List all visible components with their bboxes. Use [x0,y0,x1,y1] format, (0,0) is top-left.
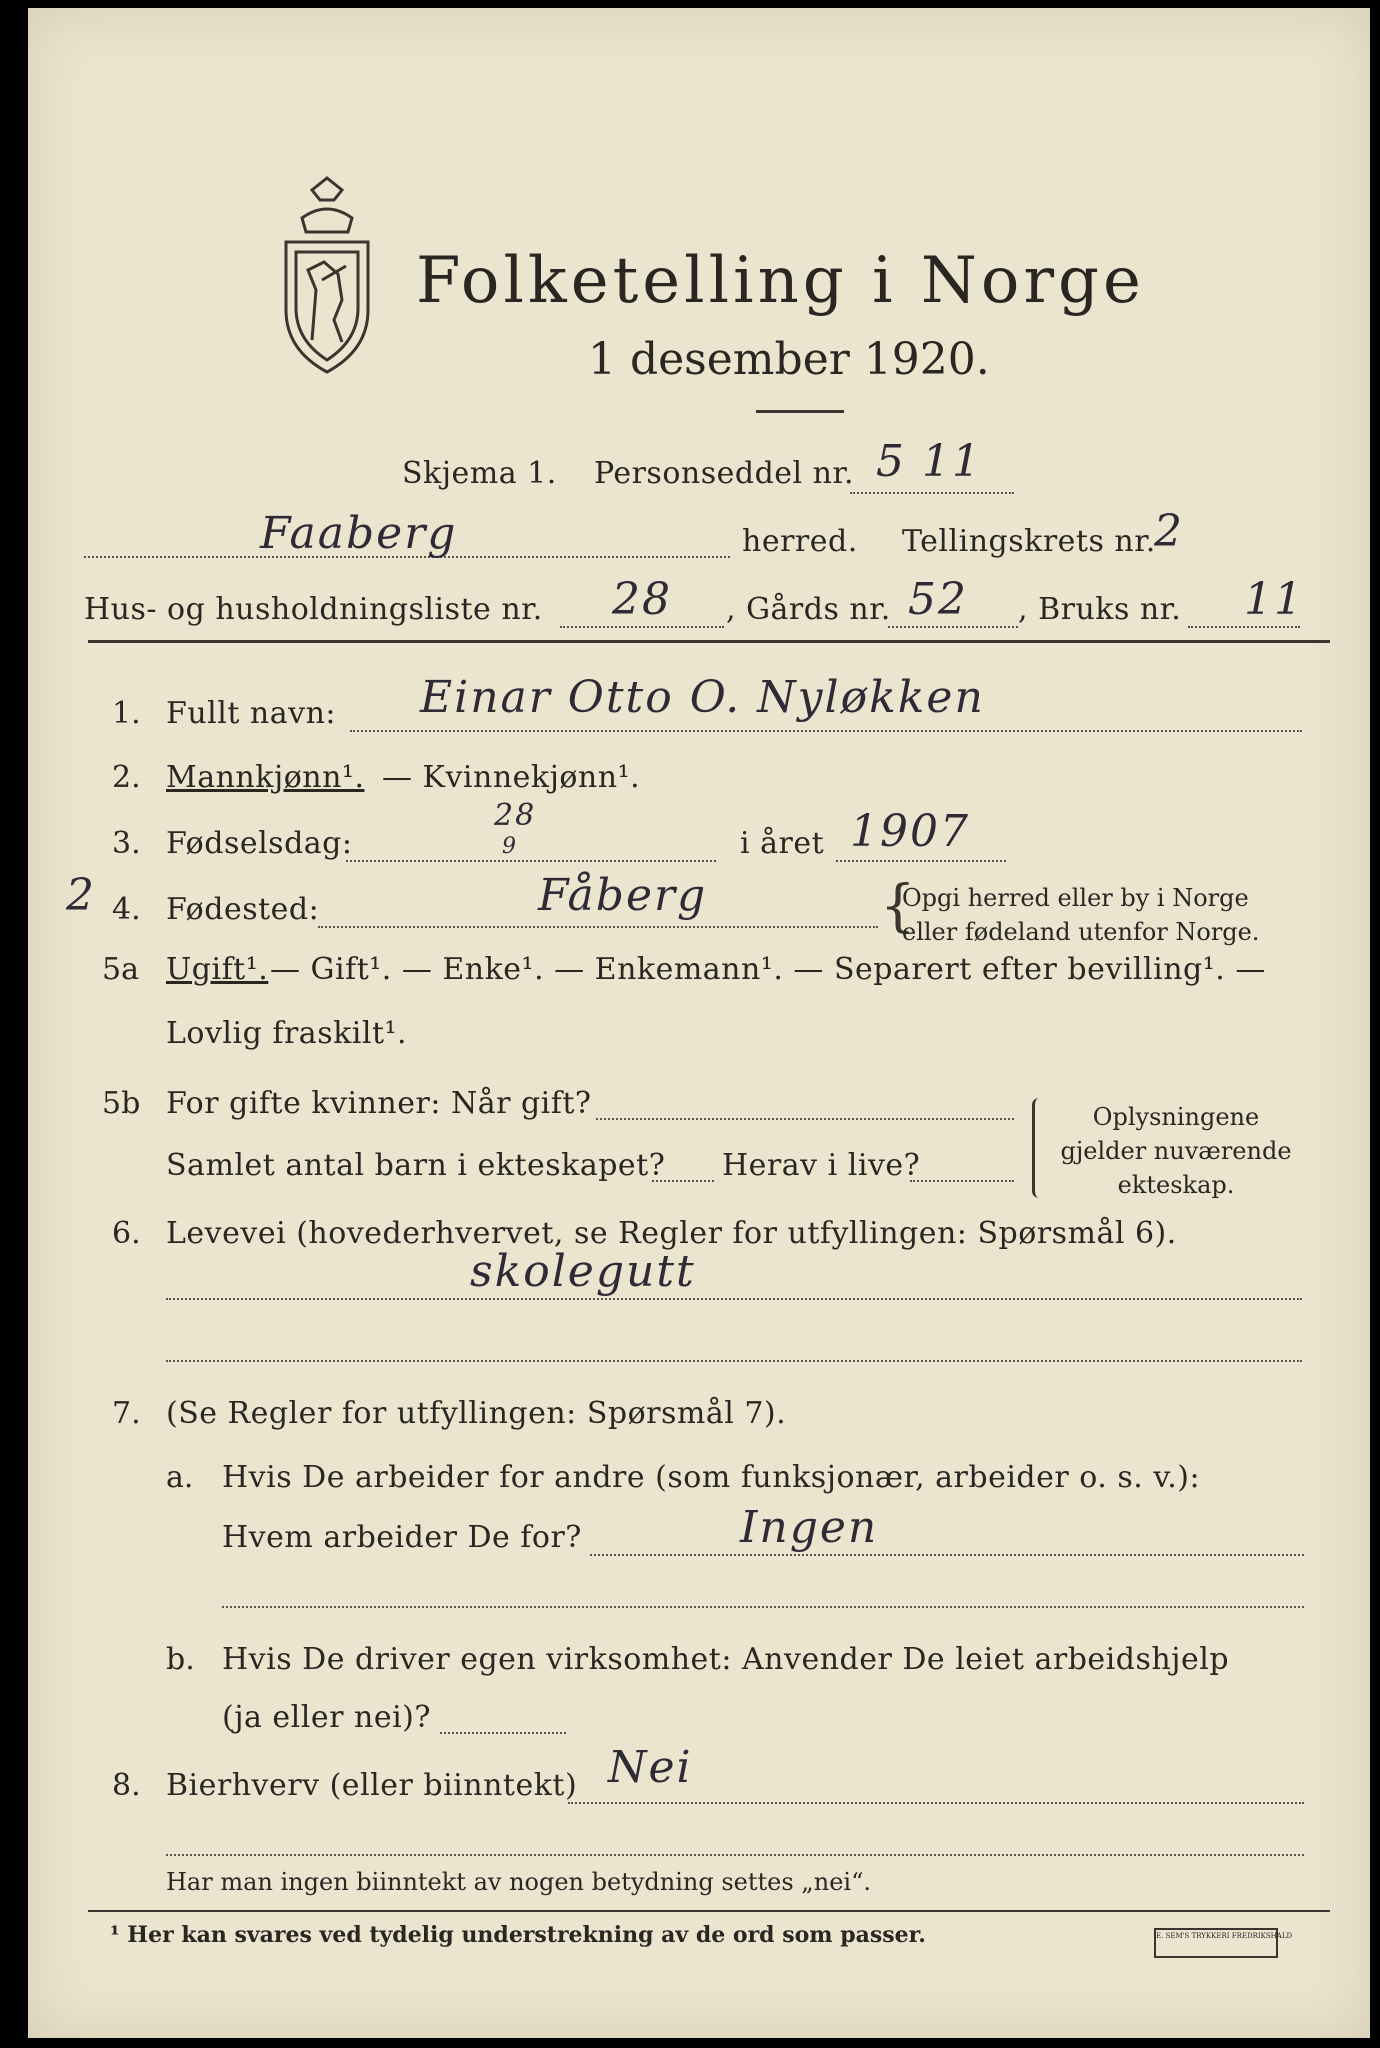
q7a-extra-line [222,1606,1304,1608]
printer-stamp: E. SEM'S TRYKKERI FREDRIKSHALD [1154,1928,1278,1958]
herred-value[interactable]: Faaberg [260,508,458,559]
section-divider [88,640,1330,643]
bruks-label: , Bruks nr. [1018,592,1182,627]
q1-number: 1. [112,696,141,731]
q4-brace: { [880,874,916,939]
page-title: Folketelling i Norge [416,244,1145,318]
bruks-line [1188,626,1300,628]
census-date: 1 desember 1920. [588,334,990,385]
q5a-ugift-underlined[interactable]: Ugift¹. [166,952,269,987]
q4-note-line2: eller fødeland utenfor Norge. [902,918,1260,946]
q4-number: 4. [112,892,141,927]
q7b-letter: b. [166,1642,195,1677]
herred-label: herred. [742,524,858,559]
q5b-note-line1: Oplysningene [1092,1103,1260,1131]
q8-line [568,1802,1304,1804]
personseddel-line [850,492,1014,494]
q6-label: Levevei (hovederhvervet, se Regler for utfyllingen: Spørsmål 6). [166,1216,1177,1251]
q7a-employer-value[interactable]: Ingen [740,1502,879,1553]
q7-number: 7. [112,1396,141,1431]
q3-year-line [836,860,1006,862]
hus-label: Hus- og husholdningsliste nr. [84,592,543,627]
q5b-brace [1032,1098,1039,1198]
q5b-children-line [652,1180,714,1182]
footnote: ¹ Her kan svares ved tydelig understrekning av de ord som passer. [110,1922,926,1948]
skjema-label: Skjema 1. [402,456,557,491]
q5b-label: For gifte kvinner: Når gift? [166,1086,592,1121]
q3-number: 3. [112,826,141,861]
census-form-page [28,8,1370,2038]
q5b-children-label: Samlet antal barn i ekteskapet? [166,1148,666,1183]
hus-value[interactable]: 28 [612,574,672,625]
q2-number: 2. [112,760,141,795]
tellingskrets-value[interactable]: 2 [1154,506,1184,557]
footer-note: Har man ingen biinntekt av nogen betydning settes „nei“. [166,1868,871,1896]
q5b-note-line3: ekteskap. [1117,1171,1235,1199]
q5a-options[interactable]: — Gift¹. — Enke¹. — Enkemann¹. — Separert efter bevilling¹. — [270,952,1266,987]
q8-side-income-value[interactable]: Nei [608,1742,693,1793]
q4-label: Fødested: [166,892,320,927]
q3-day-line [346,860,716,862]
q3-year-label: i året [740,826,825,861]
footer-divider [88,1910,1330,1912]
q7a-employer-line [590,1554,1304,1556]
personseddel-value[interactable]: 5 11 [876,436,982,487]
q5b-note [1046,1100,1306,1202]
q7b-yes-no-label: (ja eller nei)? [222,1700,431,1735]
gards-value[interactable]: 52 [908,574,968,625]
q6-line1 [166,1298,1302,1300]
q7-label: (Se Regler for utfyllingen: Spørsmål 7). [166,1396,787,1431]
q3-day-value[interactable]: 28 [494,798,537,833]
q7a-employer-label: Hvem arbeider De for? [222,1520,582,1555]
gards-label: , Gårds nr. [726,592,891,627]
q7b-label: Hvis De driver egen virksomhet: Anvender De leiet arbeidshjelp [222,1642,1230,1677]
title-divider [756,410,844,413]
q4-margin-mark: 2 [66,870,96,921]
q4-line [318,926,878,928]
q3-year-value[interactable]: 1907 [850,806,970,857]
q3-label: Fødselsdag: [166,826,353,861]
q3-month-value[interactable]: 9 [502,834,518,859]
q5b-alive-line [910,1180,1014,1182]
q5b-note-line2: gjelder nuværende [1060,1137,1292,1165]
personseddel-label: Personseddel nr. [594,456,855,491]
q1-line [350,730,1302,732]
q5a-number: 5a [102,952,139,987]
q4-birthplace-value[interactable]: Fåberg [538,870,708,921]
q1-full-name-value[interactable]: Einar Otto O. Nyløkken [420,672,985,723]
q5b-alive-label: Herav i live? [722,1148,921,1183]
q6-occupation-value[interactable]: skolegutt [470,1246,696,1297]
hus-line [560,626,724,628]
tellingskrets-label: Tellingskrets nr. [902,524,1156,559]
q5b-married-line [596,1118,1014,1120]
q6-number: 6. [112,1216,141,1251]
q8-label: Bierhverv (eller biinntekt) [166,1768,578,1803]
q2-mannkjonn-underlined[interactable]: Mannkjønn¹. [166,760,365,795]
norway-coat-of-arms-icon [272,170,382,380]
q5b-number: 5b [102,1086,141,1121]
q4-note-line1: Opgi herred eller by i Norge [902,884,1249,912]
bruks-value[interactable]: 11 [1244,574,1304,625]
q1-label: Fullt navn: [166,696,337,731]
q7b-line [440,1732,566,1734]
q8-number: 8. [112,1768,141,1803]
q8-extra-line [166,1854,1304,1856]
q7a-label: Hvis De arbeider for andre (som funksjonær, arbeider o. s. v.): [222,1460,1201,1495]
q7a-letter: a. [166,1460,194,1495]
q6-line2 [166,1360,1302,1362]
q2-kvinnekjonn[interactable]: — Kvinnekjønn¹. [382,760,641,795]
gards-line [888,626,1018,628]
q5a-lovlig-fraskilt[interactable]: Lovlig fraskilt¹. [166,1016,408,1051]
